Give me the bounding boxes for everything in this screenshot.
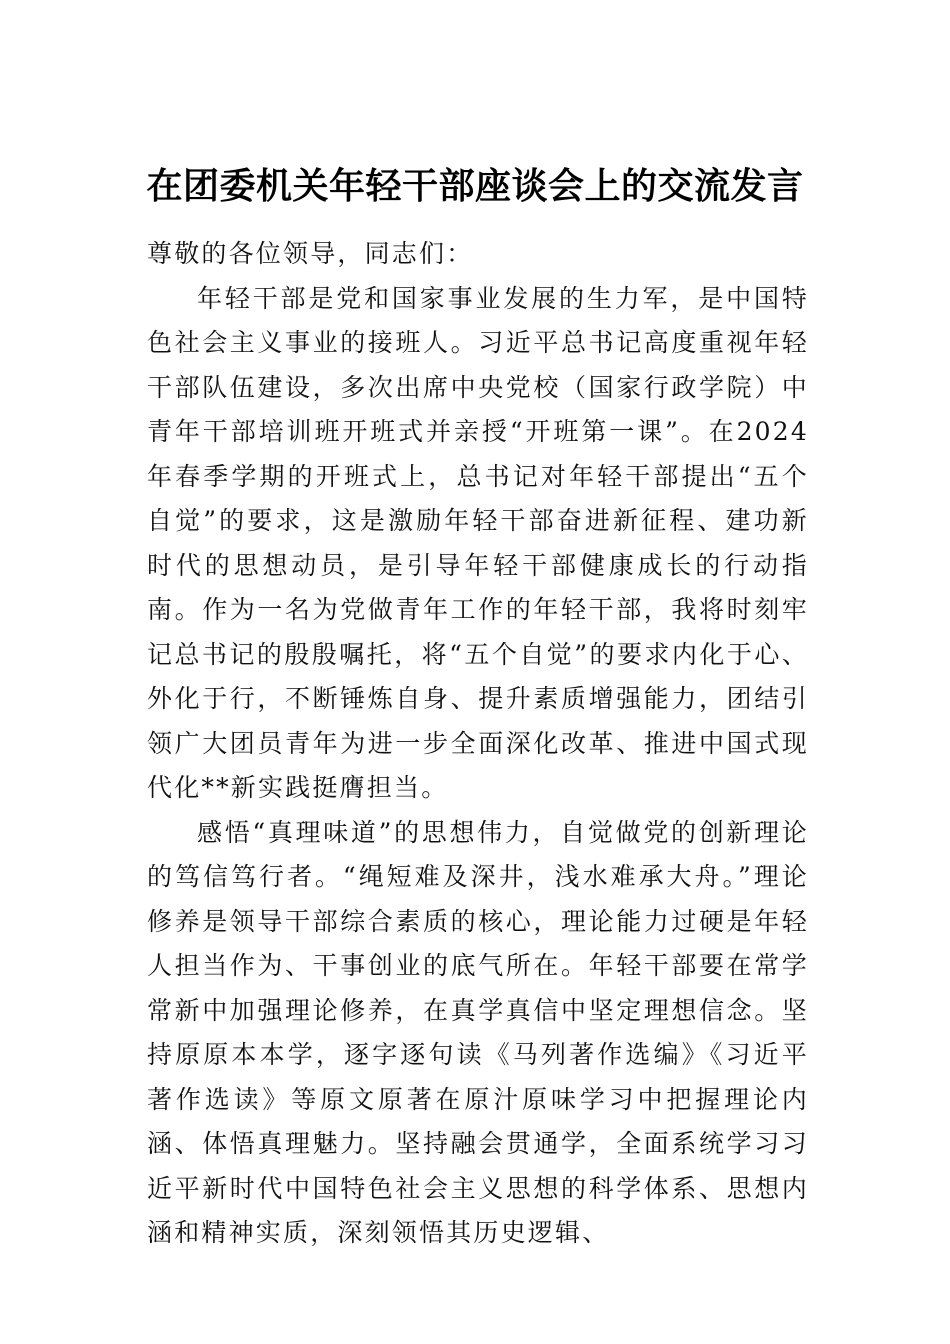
document-body <box>147 232 809 1256</box>
paragraph-2: 感悟“真理味道”的思想伟力，自觉做党的创新理论的笃信笃行者。“绳短难及深井，浅水难承大舟。”理论修养是领导干部综合素质的核心，理论能力过硬是年轻人担当作为、干事创业的底气所在。年轻干部要在常学常新中加强理论修养，在真学真信中坚定理想信念。坚持原原本本学，逐字逐句读《马列著作选编》《习近平著作选读》等原文原著在原汁原味学习中把握理论内涵、体悟真理魅力。坚持融会贯通学，全面系统学习习近平新时代中国特色社会主义思想的科学体系、思想内涵和精神实质，深刻领悟其历史逻辑、 <box>147 817 809 1247</box>
document-title: 在团委机关年轻干部座谈会上的交流发言 <box>146 165 804 207</box>
salutation: 尊敬的各位领导，同志们： <box>147 239 474 268</box>
paragraph-1: 年轻干部是党和国家事业发展的生力军，是中国特色社会主义事业的接班人。习近平总书记高度重视年轻干部队伍建设，多次出席中央党校（国家行政学院）中青年干部培训班开班式并亲授“开班第一课”。在2024年春季学期的开班式上，总书记对年轻干部提出“五个自觉”的要求，这是激励年轻干部奋进新征程、建功新时代的思想动员，是引导年轻干部健康成长的行动指南。作为一名为党做青年工作的年轻干部，我将时刻牢记总书记的殷殷嘱托，将“五个自觉”的要求内化于心、外化于行，不断锤炼自身、提升素质增强能力，团结引领广大团员青年为进一步全面深化改革、推进中国式现代化**新实践挺膺担当。 <box>147 283 809 802</box>
